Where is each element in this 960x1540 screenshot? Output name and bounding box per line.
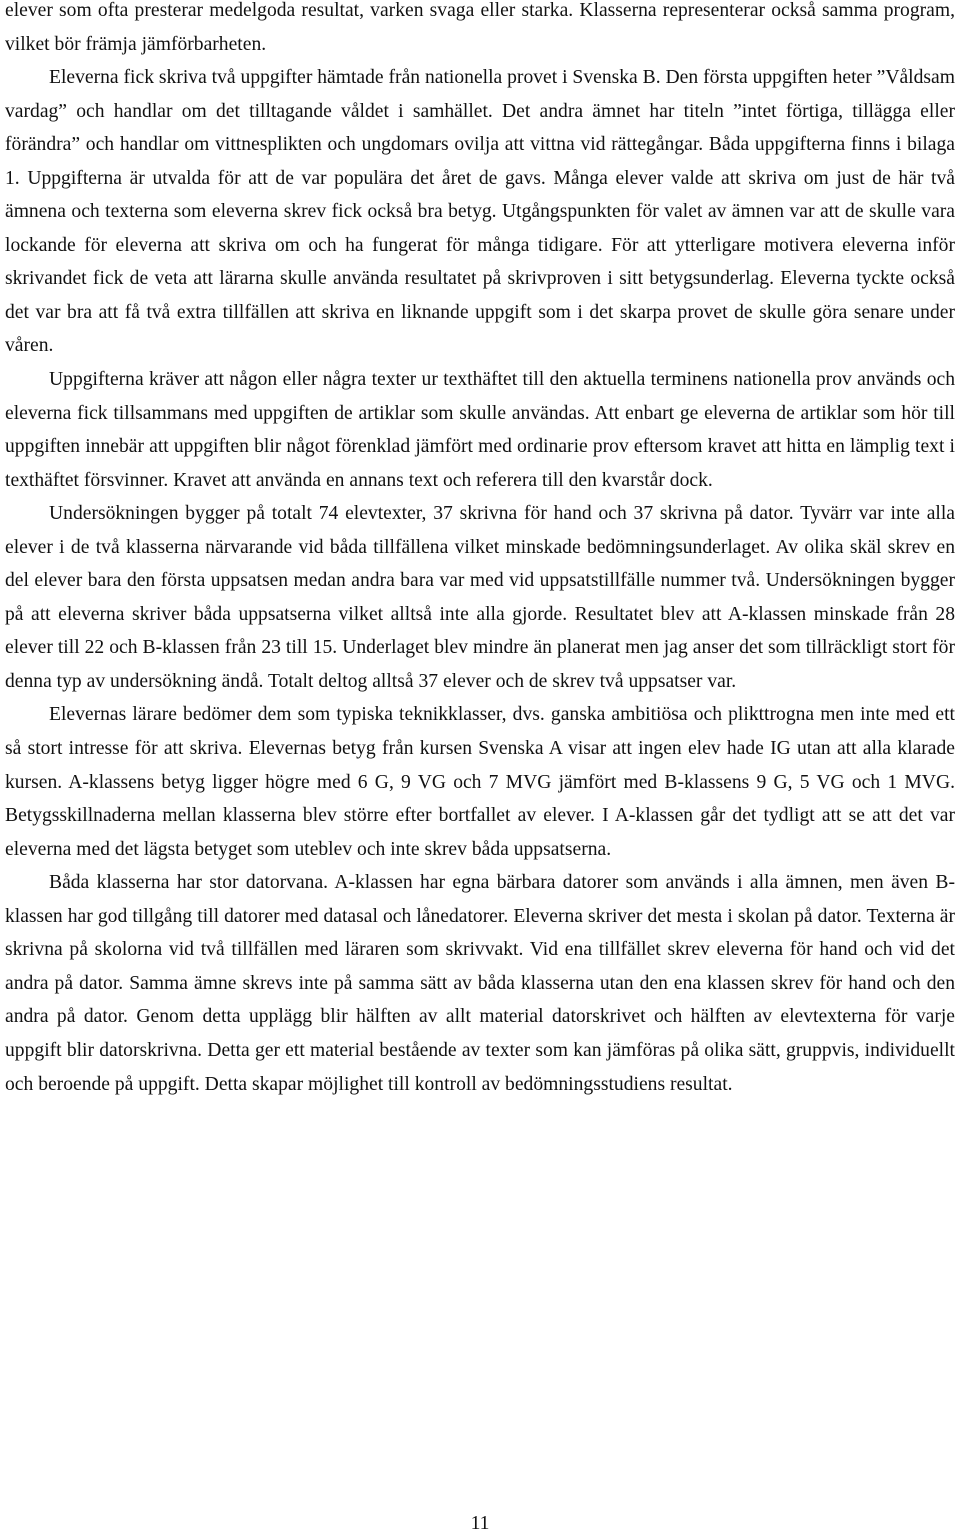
document-body	[5, 0, 955, 1101]
paragraph-source-texts: Uppgifterna kräver att någon eller några texter ur texthäftet till den aktuella terminens nationella prov används och eleverna fick tillsammans med uppgiften de artiklar som skulle användas. Att enbart ge eleverna de artiklar som hör till uppgiften innebär att uppgiften blir något förenklad jämfört med ordinarie prov eftersom kravet att hitta en lämplig text i texthäftet försvinner. Kravet att använda en annans text och referera till den kvarstår dock.	[5, 369, 955, 491]
paragraph-student-profile: Elevernas lärare bedömer dem som typiska teknikklasser, dvs. ganska ambitiösa och plikttrogna men inte med ett så stort intresse för att skriva. Elevernas betyg från kursen Svenska A visar att ingen elev hade IG utan att alla klarade kursen. A-klassens betyg ligger högre med 6 G, 9 VG och 7 MVG jämfört med B-klassens 9 G, 5 VG och 1 MVG. Betygsskillnaderna mellan klasserna blev större efter bortfallet av elever. I A-klassen går det tydligt att se att det var eleverna med det lägsta betyget som uteblev och inte skrev båda uppsatserna.	[5, 704, 955, 860]
paragraph-computer-experience: Båda klasserna har stor datorvana. A-klassen har egna bärbara datorer som används i alla ämnen, men även B-klassen har god tillgång till datorer med datasal och lånedatorer. Eleverna skriver det mesta i skolan på dator. Texterna är skrivna på skolorna vid två tillfällen med läraren som skrivvakt. Vid ena tillfället skrev eleverna för hand och vid det andra på dator. Samma ämne skrevs inte på samma sätt av båda klasserna utan den ena klassen skrev för hand och den andra på dator. Genom detta upplägg blir hälften av allt material datorskrivet och hälften av elevtexterna för varje uppgift blir datorskrivna. Detta ger ett material bestående av texter som kan jämföras på olika sätt, gruppvis, individuellt och beroende på uppgift. Detta skapar möjlighet till kontroll av bedömningsstudiens resultat.	[5, 872, 955, 1095]
paragraph-continuation: elever som ofta presterar medelgoda resultat, varken svaga eller starka. Klasserna representerar också samma program, vilket bör främja jämförbarheten.	[5, 0, 955, 55]
paragraph-sample-size: Undersökningen bygger på totalt 74 elevtexter, 37 skrivna för hand och 37 skrivna på dator. Tyvärr var inte alla elever i de två klasserna närvarande vid båda tillfällena vilket minskade bedömningsunderlaget. Av olika skäl skrev en del elever bara den första uppsatsen medan andra bara var med vid uppsatstillfälle nummer två. Undersökningen bygger på att eleverna skriver båda uppsatserna vilket alltså inte alla gjorde. Resultatet blev att A-klassen minskade från 28 elever till 22 och B-klassen från 23 till 15. Underlaget blev mindre än planerat men jag anser det som tillräckligt stort för denna typ av undersökning ändå. Totalt deltog alltså 37 elever och de skrev två uppsatser var.	[5, 503, 955, 692]
paragraph-assignments: Eleverna fick skriva två uppgifter hämtade från nationella provet i Svenska B. Den första uppgiften heter ”Våldsam vardag” och handlar om det tilltagande våldet i samhället. Det andra ämnet har titeln ”intet förtiga, tillägga eller förändra” och handlar om vittnesplikten och ungdomars ovilja att vittna vid rättegångar. Båda uppgifterna finns i bilaga 1. Uppgifterna är utvalda för att de var populära det året de gavs. Många elever valde att skriva om just de här två ämnena och texterna som eleverna skrev fick också bra betyg. Utgångspunkten för valet av ämnen var att de skulle vara lockande för eleverna att skriva om och ha fungerat för många tidigare. För att ytterligare motivera eleverna inför skrivandet fick de veta att lärarna skulle använda resultatet på skrivproven i sitt betygsunderlag. Eleverna tyckte också det var bra att få två extra tillfällen att skriva en liknande uppgift som i det skarpa provet de skulle göra senare under våren.	[5, 67, 955, 357]
page-number: 11	[470, 1513, 490, 1534]
